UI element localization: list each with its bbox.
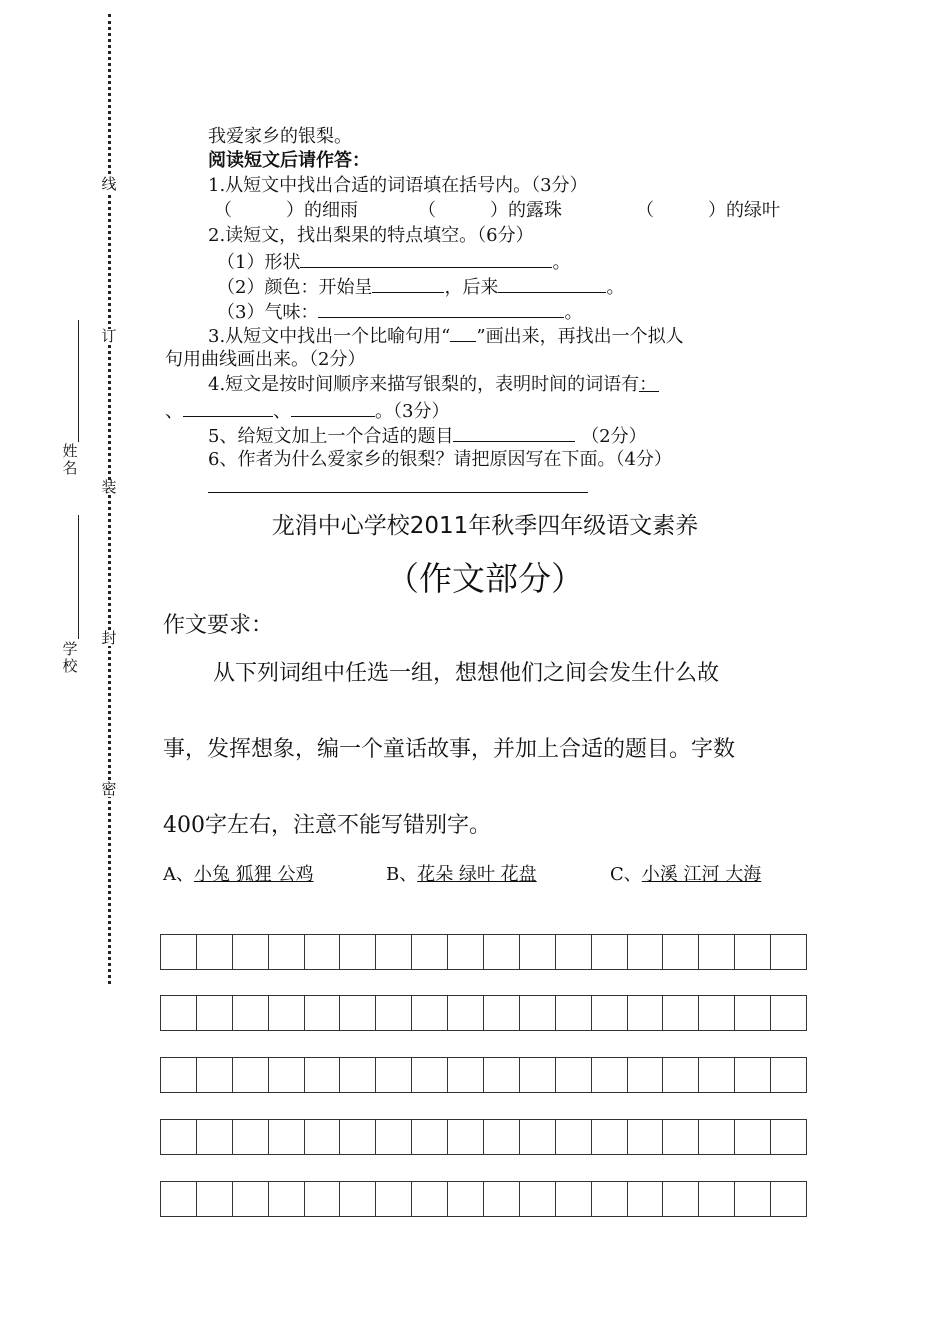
grid-cell[interactable] [233, 935, 269, 969]
grid-cell[interactable] [161, 1120, 197, 1154]
grid-cell[interactable] [197, 1120, 233, 1154]
grid-cell[interactable] [412, 1120, 448, 1154]
grid-cell[interactable] [269, 935, 305, 969]
q5-text: 5、给短文加上一个合适的题目 [208, 426, 454, 447]
grid-cell[interactable] [592, 1058, 628, 1092]
question-1: 1.从短文中找出合适的词语填在括号内。（3分） [208, 175, 588, 196]
q4-blank-3[interactable] [291, 398, 375, 417]
grid-cell[interactable] [771, 996, 806, 1030]
q3-text-a: 3.从短文中找出一个比喻句用“ [208, 326, 451, 347]
grid-cell[interactable] [233, 1182, 269, 1216]
grid-cell[interactable] [340, 1120, 376, 1154]
grid-cell[interactable] [520, 935, 556, 969]
grid-cell[interactable] [520, 1058, 556, 1092]
school-label: 学校 [62, 640, 78, 675]
grid-cell[interactable] [269, 1058, 305, 1092]
question-4-line-1 [208, 373, 659, 397]
q2-shape-row [217, 249, 570, 275]
grid-cell[interactable] [305, 1182, 341, 1216]
grid-cell[interactable] [699, 1058, 735, 1092]
grid-cell[interactable] [448, 1182, 484, 1216]
grid-cell[interactable] [233, 1120, 269, 1154]
binding-char-mi: 密 [101, 780, 117, 798]
grid-cell[interactable] [269, 1120, 305, 1154]
grid-cell[interactable] [376, 1120, 412, 1154]
option-c-label: C、 [610, 864, 642, 885]
q5-points: （2分） [581, 426, 647, 447]
grid-cell[interactable] [448, 1058, 484, 1092]
grid-cell[interactable] [735, 1182, 771, 1216]
grid-cell[interactable] [556, 1058, 592, 1092]
grid-cell[interactable] [340, 935, 376, 969]
question-2: 2.读短文，找出梨果的特点填空。（6分） [208, 225, 534, 246]
essay-req-line-1: 从下列词组中任选一组，想想他们之间会发生什么故 [213, 661, 720, 686]
q2-smell-blank[interactable] [318, 299, 564, 318]
grid-cell[interactable] [663, 1058, 699, 1092]
q4-sep-1: 、 [165, 401, 183, 422]
grid-cell[interactable] [340, 1058, 376, 1092]
grid-cell[interactable] [448, 935, 484, 969]
binding-char-ding: 订 [101, 327, 117, 345]
q4-colon: ： [639, 374, 658, 395]
grid-cell[interactable] [484, 935, 520, 969]
grid-cell[interactable] [233, 1058, 269, 1092]
grid-cell[interactable] [592, 935, 628, 969]
q2-smell-period: 。 [564, 302, 583, 323]
grid-cell[interactable] [663, 935, 699, 969]
grid-cell[interactable] [269, 1182, 305, 1216]
grid-cell[interactable] [556, 1182, 592, 1216]
grid-row [160, 995, 807, 1031]
grid-cell[interactable] [771, 935, 806, 969]
q2-color-start-blank[interactable] [372, 274, 444, 293]
q6-answer-line[interactable] [208, 492, 588, 493]
q4-end: 。（3分） [375, 401, 450, 422]
grid-cell[interactable] [628, 1058, 664, 1092]
q4-text: 4.短文是按时间顺序来描写银梨的，表明时间的词语有 [208, 374, 640, 395]
grid-cell[interactable] [771, 1058, 806, 1092]
grid-cell[interactable] [448, 1120, 484, 1154]
grid-cell[interactable] [592, 996, 628, 1030]
grid-cell[interactable] [376, 935, 412, 969]
grid-cell[interactable] [699, 935, 735, 969]
grid-cell[interactable] [305, 996, 341, 1030]
grid-cell[interactable] [735, 935, 771, 969]
grid-cell[interactable] [448, 996, 484, 1030]
grid-cell[interactable] [735, 996, 771, 1030]
grid-row [160, 1181, 807, 1217]
option-b-words: 花朵 绿叶 花盘 [417, 864, 537, 885]
grid-cell[interactable] [663, 1182, 699, 1216]
grid-cell[interactable] [556, 1120, 592, 1154]
grid-row [160, 1057, 807, 1093]
grid-cell[interactable] [197, 1182, 233, 1216]
q2-color-row [217, 274, 624, 300]
grid-cell[interactable] [412, 935, 448, 969]
q3-text-b: ”画出来，再找出一个拟人 [476, 326, 684, 347]
grid-cell[interactable] [305, 1058, 341, 1092]
grid-cell[interactable] [376, 1058, 412, 1092]
grid-cell[interactable] [161, 1058, 197, 1092]
grid-cell[interactable] [305, 935, 341, 969]
grid-cell[interactable] [771, 1182, 806, 1216]
grid-cell[interactable] [663, 996, 699, 1030]
grid-cell[interactable] [197, 1058, 233, 1092]
reading-heading: 阅读短文后请作答： [208, 150, 370, 171]
q2-smell-row [217, 299, 582, 325]
q4-blank-1[interactable] [639, 373, 659, 395]
grid-cell[interactable] [197, 935, 233, 969]
q2-smell-label: （3）气味： [217, 302, 319, 323]
grid-cell[interactable] [484, 1182, 520, 1216]
grid-cell[interactable] [520, 996, 556, 1030]
option-b [386, 860, 537, 886]
option-a-label: A、 [163, 864, 194, 885]
grid-cell[interactable] [161, 996, 197, 1030]
q2-color-later-label: ，后来 [444, 277, 499, 298]
grid-cell[interactable] [340, 996, 376, 1030]
binding-char-xian: 线 [101, 175, 117, 193]
grid-cell[interactable] [161, 935, 197, 969]
grid-cell[interactable] [269, 996, 305, 1030]
q2-shape-label: （1）形状 [217, 252, 301, 273]
q1-item-leaf[interactable]: （ ）的绿叶 [636, 200, 780, 221]
grid-cell[interactable] [376, 996, 412, 1030]
grid-cell[interactable] [556, 996, 592, 1030]
grid-cell[interactable] [735, 1058, 771, 1092]
reading-intro-last-line: 我爱家乡的银梨。 [208, 126, 352, 147]
option-a [163, 860, 313, 886]
exam-title: 龙涓中心学校2011年秋季四年级语文素养 [271, 513, 699, 539]
grid-cell[interactable] [699, 996, 735, 1030]
option-a-words: 小兔 狐狸 公鸡 [194, 864, 314, 885]
q2-shape-period: 。 [552, 252, 571, 273]
grid-cell[interactable] [197, 996, 233, 1030]
grid-cell[interactable] [592, 1120, 628, 1154]
q4-sep-2: 、 [273, 401, 291, 422]
question-6: 6、作者为什么爱家乡的银梨？请把原因写在下面。（4分） [208, 449, 672, 470]
q1-item-dew[interactable]: （ ）的露珠 [418, 200, 562, 221]
grid-cell[interactable] [484, 996, 520, 1030]
grid-cell[interactable] [233, 996, 269, 1030]
question-4-line-2 [165, 398, 449, 424]
grid-cell[interactable] [628, 996, 664, 1030]
q2-shape-blank[interactable] [300, 249, 552, 268]
grid-cell[interactable] [628, 1120, 664, 1154]
grid-cell[interactable] [484, 1058, 520, 1092]
grid-cell[interactable] [305, 1120, 341, 1154]
q2-color-later-blank[interactable] [498, 274, 606, 293]
grid-cell[interactable] [771, 1120, 806, 1154]
option-c-words: 小溪 江河 大海 [641, 864, 762, 885]
grid-cell[interactable] [484, 1120, 520, 1154]
grid-cell[interactable] [699, 1120, 735, 1154]
section-title: （作文部分） [386, 559, 584, 598]
essay-req-line-2: 事，发挥想象，编一个童话故事，并加上合适的题目。字数 [163, 737, 736, 762]
grid-cell[interactable] [663, 1120, 699, 1154]
grid-cell[interactable] [628, 935, 664, 969]
grid-cell[interactable] [628, 1182, 664, 1216]
grid-cell[interactable] [376, 1182, 412, 1216]
question-3-line-2: 句用曲线画出来。（2分） [165, 349, 366, 370]
essay-req-line-3: 400字左右，注意不能写错别字。 [163, 813, 491, 838]
name-blank[interactable] [78, 320, 79, 442]
q3-underline-sample [450, 323, 476, 342]
q5-title-blank[interactable] [453, 423, 575, 442]
grid-cell[interactable] [161, 1182, 197, 1216]
option-c [610, 860, 761, 886]
binding-char-feng: 封 [101, 629, 117, 647]
grid-cell[interactable] [412, 996, 448, 1030]
q4-blank-2[interactable] [183, 398, 273, 417]
grid-row [160, 1119, 807, 1155]
question-3-line-1 [208, 323, 684, 349]
binding-dotted-line [108, 14, 111, 984]
essay-requirements-label: 作文要求： [163, 613, 274, 638]
grid-cell[interactable] [735, 1120, 771, 1154]
grid-cell[interactable] [412, 1182, 448, 1216]
q1-item-rain[interactable]: （ ）的细雨 [214, 200, 358, 221]
q2-color-period: 。 [606, 277, 625, 298]
question-5 [208, 423, 647, 449]
grid-cell[interactable] [556, 935, 592, 969]
grid-cell[interactable] [412, 1058, 448, 1092]
grid-cell[interactable] [592, 1182, 628, 1216]
grid-cell[interactable] [520, 1182, 556, 1216]
name-label: 姓名 [62, 442, 78, 477]
q2-color-label: （2）颜色：开始呈 [217, 277, 373, 298]
grid-row [160, 934, 807, 970]
grid-cell[interactable] [699, 1182, 735, 1216]
grid-cell[interactable] [520, 1120, 556, 1154]
binding-char-zhuang: 装 [101, 478, 117, 496]
option-b-label: B、 [386, 864, 418, 885]
grid-cell[interactable] [340, 1182, 376, 1216]
